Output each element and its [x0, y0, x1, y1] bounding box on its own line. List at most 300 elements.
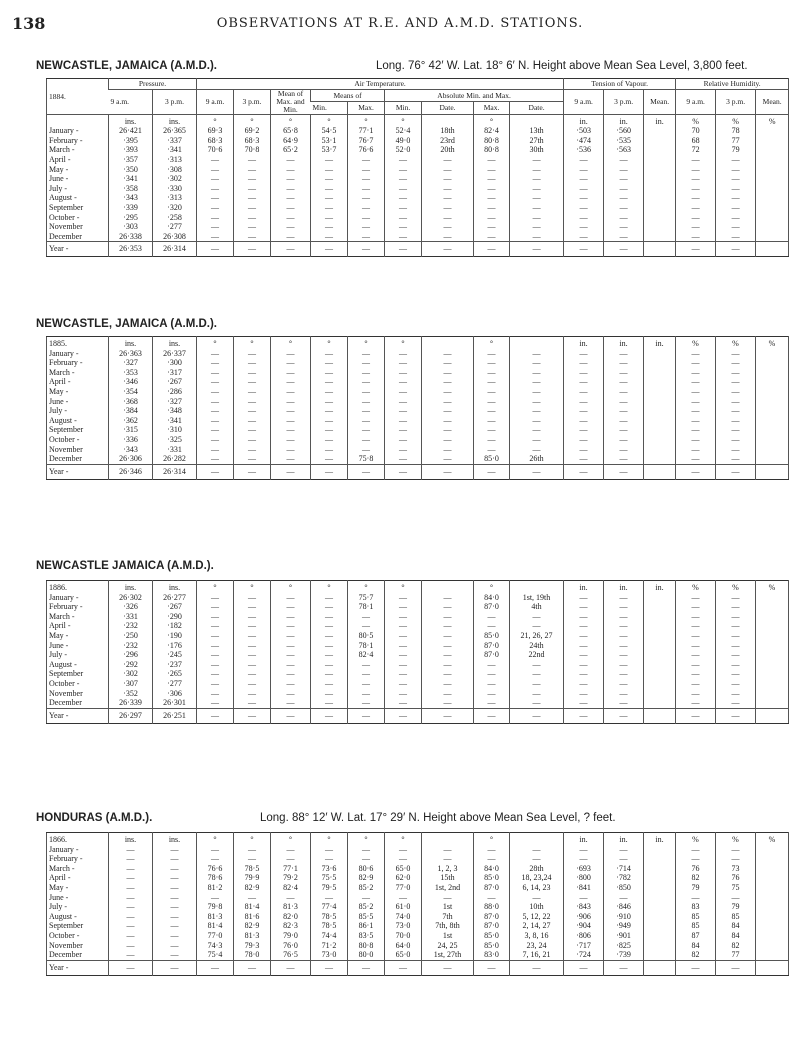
value-cell: 82 [676, 950, 716, 960]
value-cell: ·302 [153, 174, 197, 184]
value-cell: — [271, 631, 311, 641]
value-cell: ·292 [109, 660, 153, 670]
value-cell: — [422, 155, 474, 165]
unit-cell: ins. [109, 114, 153, 126]
year-summary-row [47, 708, 789, 723]
value-cell: — [474, 184, 510, 194]
value-cell [644, 368, 676, 378]
value-cell: 81·4 [234, 902, 271, 912]
value-cell [644, 377, 676, 387]
humidity-heading: Relative Humidity. [676, 79, 789, 90]
value-cell: — [474, 416, 510, 426]
value-cell: — [385, 854, 422, 864]
value-cell: — [234, 845, 271, 855]
value-cell [756, 902, 789, 912]
value-cell: 53·7 [311, 145, 348, 155]
value-cell: ·295 [109, 213, 153, 223]
value-cell: — [234, 650, 271, 660]
table-row [47, 893, 789, 903]
value-cell: ·910 [604, 912, 644, 922]
value-cell: ·327 [153, 397, 197, 407]
value-cell: 54·5 [311, 126, 348, 136]
unit-cell: % [756, 337, 789, 349]
value-cell: ·296 [109, 650, 153, 660]
value-cell: 20th [422, 145, 474, 155]
value-cell: — [676, 679, 716, 689]
unit-cell: ° [271, 114, 311, 126]
value-cell: 87·0 [474, 650, 510, 660]
value-cell [756, 950, 789, 960]
value-cell: 10th [510, 902, 564, 912]
value-cell: 1st [422, 931, 474, 941]
value-cell: — [197, 406, 234, 416]
value-cell: — [676, 368, 716, 378]
month-label: February - [49, 602, 83, 612]
value-cell: 24, 25 [422, 941, 474, 951]
value-cell: 1st, 27th [422, 950, 474, 960]
value-cell: — [385, 845, 422, 855]
value-cell [644, 165, 676, 175]
value-cell: — [604, 464, 644, 479]
value-cell: ·825 [604, 941, 644, 951]
value-cell [644, 232, 676, 242]
value-cell: 85 [676, 921, 716, 931]
value-cell: — [604, 213, 644, 223]
value-cell: ·326 [109, 602, 153, 612]
value-cell: — [348, 193, 385, 203]
table-row [47, 612, 789, 622]
value-cell [644, 435, 676, 445]
value-cell: ·536 [564, 145, 604, 155]
value-cell: 77·0 [385, 883, 422, 893]
value-cell: 18, 23,24 [510, 873, 564, 883]
value-cell: — [311, 679, 348, 689]
value-cell: 1st, 2nd [422, 883, 474, 893]
value-cell: — [109, 902, 153, 912]
value-cell: — [716, 641, 756, 651]
value-cell: — [385, 650, 422, 660]
value-cell: 21, 26, 27 [510, 631, 564, 641]
value-cell: — [604, 621, 644, 631]
value-cell: — [109, 941, 153, 951]
value-cell: ·182 [153, 621, 197, 631]
unit-cell: % [676, 833, 716, 845]
value-cell: ·739 [604, 950, 644, 960]
value-cell: — [385, 689, 422, 699]
value-cell: — [197, 679, 234, 689]
unit-cell: ° [271, 337, 311, 349]
value-cell: — [109, 893, 153, 903]
value-cell: — [474, 368, 510, 378]
value-cell: — [385, 165, 422, 175]
value-cell: 80·8 [348, 941, 385, 951]
value-cell: 26·277 [153, 593, 197, 603]
value-cell: 85·0 [474, 931, 510, 941]
value-cell: — [385, 213, 422, 223]
value-cell: 1, 2, 3 [422, 864, 474, 874]
value-cell [756, 698, 789, 708]
value-cell: — [676, 349, 716, 359]
value-cell [644, 883, 676, 893]
value-cell: — [385, 435, 422, 445]
value-cell: — [348, 893, 385, 903]
value-cell: — [234, 349, 271, 359]
value-cell [756, 689, 789, 699]
value-cell: ·348 [153, 406, 197, 416]
value-cell: — [385, 222, 422, 232]
table-row [47, 669, 789, 679]
value-cell: — [311, 203, 348, 213]
value-cell: — [109, 931, 153, 941]
units-row [47, 581, 789, 593]
value-cell: — [676, 593, 716, 603]
value-cell: ·806 [564, 931, 604, 941]
value-cell: — [153, 873, 197, 883]
unit-cell [510, 114, 564, 126]
unit-cell: ° [348, 833, 385, 845]
value-cell [644, 902, 676, 912]
value-cell: — [311, 184, 348, 194]
value-cell: — [385, 631, 422, 641]
value-cell: — [510, 193, 564, 203]
unit-cell: ° [197, 337, 234, 349]
value-cell: — [474, 232, 510, 242]
value-cell: — [510, 425, 564, 435]
value-cell [756, 464, 789, 479]
value-cell [756, 368, 789, 378]
value-cell: — [474, 174, 510, 184]
value-cell: — [271, 641, 311, 651]
month-label: July - [49, 650, 67, 660]
means-min-heading: Min. [311, 102, 348, 115]
value-cell: — [676, 242, 716, 257]
value-cell: — [676, 845, 716, 855]
value-cell: 82·3 [271, 921, 311, 931]
value-cell [756, 397, 789, 407]
section-title [36, 560, 796, 572]
value-cell: — [510, 222, 564, 232]
value-cell: — [271, 174, 311, 184]
value-cell: — [311, 445, 348, 455]
value-cell: — [197, 669, 234, 679]
value-cell: — [474, 435, 510, 445]
value-cell: ·265 [153, 669, 197, 679]
value-cell: — [311, 631, 348, 641]
observation-table [46, 580, 789, 724]
value-cell: — [564, 679, 604, 689]
value-cell: — [676, 650, 716, 660]
value-cell: 78·0 [234, 950, 271, 960]
value-cell: — [271, 222, 311, 232]
value-cell: ·331 [109, 612, 153, 622]
value-cell: — [385, 203, 422, 213]
value-cell: 74·0 [385, 912, 422, 922]
value-cell: — [676, 358, 716, 368]
value-cell: 26·346 [109, 464, 153, 479]
month-label: November [49, 222, 83, 232]
value-cell: 85 [716, 912, 756, 922]
value-cell: — [385, 416, 422, 426]
observation-table [46, 832, 789, 976]
unit-cell: ins. [109, 581, 153, 593]
month-label: July - [49, 902, 67, 912]
value-cell: — [604, 454, 644, 464]
month-label: February - [49, 854, 83, 864]
value-cell: — [422, 416, 474, 426]
value-cell: 82 [676, 873, 716, 883]
value-cell: — [197, 213, 234, 223]
value-cell: — [153, 912, 197, 922]
value-cell: — [422, 174, 474, 184]
value-cell: — [348, 203, 385, 213]
value-cell: — [197, 425, 234, 435]
value-cell: — [716, 960, 756, 975]
value-cell: 26·353 [109, 242, 153, 257]
value-cell: — [676, 960, 716, 975]
value-cell: — [716, 893, 756, 903]
value-cell: 88·0 [474, 902, 510, 912]
value-cell: — [716, 669, 756, 679]
value-cell: ·368 [109, 397, 153, 407]
value-cell: — [716, 845, 756, 855]
value-cell: — [153, 931, 197, 941]
value-cell [644, 454, 676, 464]
tension-mean-heading: Mean. [644, 89, 676, 114]
value-cell: — [510, 397, 564, 407]
table-row [47, 425, 789, 435]
value-cell: — [510, 213, 564, 223]
value-cell: — [385, 708, 422, 723]
value-cell: — [474, 445, 510, 455]
month-label: April - [49, 377, 71, 387]
value-cell [644, 912, 676, 922]
value-cell: 69·3 [197, 126, 234, 136]
value-cell: — [604, 358, 644, 368]
value-cell: — [422, 232, 474, 242]
unit-cell: % [756, 114, 789, 126]
value-cell: — [716, 174, 756, 184]
value-cell: — [422, 641, 474, 651]
section-station-name: NEWCASTLE JAMAICA (A.M.D.). [36, 560, 214, 572]
value-cell: — [604, 660, 644, 670]
value-cell [644, 679, 676, 689]
value-cell: — [348, 242, 385, 257]
value-cell: — [271, 184, 311, 194]
value-cell: 26·337 [153, 349, 197, 359]
value-cell: — [385, 232, 422, 242]
value-cell [644, 358, 676, 368]
value-cell: — [564, 960, 604, 975]
value-cell: — [676, 854, 716, 864]
table-row [47, 165, 789, 175]
value-cell: — [271, 435, 311, 445]
month-label: October - [49, 678, 80, 688]
unit-cell: in. [644, 114, 676, 126]
value-cell: — [385, 155, 422, 165]
value-cell: — [234, 387, 271, 397]
month-label: Year - [47, 708, 109, 723]
value-cell: — [564, 445, 604, 455]
tension-9am-heading: 9 a.m. [564, 89, 604, 114]
value-cell [644, 213, 676, 223]
value-cell: 79·2 [271, 873, 311, 883]
value-cell: — [422, 387, 474, 397]
unit-cell: ° [348, 337, 385, 349]
value-cell: — [422, 377, 474, 387]
value-cell: — [604, 445, 644, 455]
value-cell [756, 184, 789, 194]
value-cell: — [564, 660, 604, 670]
value-cell: — [474, 679, 510, 689]
value-cell [644, 650, 676, 660]
value-cell: 52·4 [385, 126, 422, 136]
value-cell: — [311, 602, 348, 612]
value-cell: — [271, 679, 311, 689]
value-cell: — [271, 445, 311, 455]
year-label: 1886. [49, 583, 67, 592]
value-cell: 81·2 [197, 883, 234, 893]
value-cell: 78·1 [348, 602, 385, 612]
value-cell: — [604, 387, 644, 397]
value-cell: — [564, 893, 604, 903]
value-cell: 84·0 [474, 593, 510, 603]
value-cell: — [271, 213, 311, 223]
value-cell [644, 708, 676, 723]
value-cell [644, 425, 676, 435]
value-cell: — [422, 708, 474, 723]
value-cell: — [197, 435, 234, 445]
value-cell [756, 445, 789, 455]
value-cell: — [385, 349, 422, 359]
value-cell: — [385, 397, 422, 407]
value-cell: 85·0 [474, 454, 510, 464]
value-cell: — [234, 222, 271, 232]
value-cell: — [716, 406, 756, 416]
value-cell [644, 931, 676, 941]
value-cell: — [604, 893, 644, 903]
value-cell: — [510, 416, 564, 426]
table-row [47, 184, 789, 194]
value-cell [756, 679, 789, 689]
value-cell [756, 641, 789, 651]
value-cell: — [716, 165, 756, 175]
value-cell: — [234, 689, 271, 699]
value-cell: — [676, 893, 716, 903]
value-cell: — [271, 358, 311, 368]
table-row [47, 698, 789, 708]
value-cell: ·717 [564, 941, 604, 951]
value-cell: — [348, 213, 385, 223]
table-row [47, 193, 789, 203]
value-cell: — [604, 222, 644, 232]
value-cell: — [234, 368, 271, 378]
value-cell: — [311, 155, 348, 165]
value-cell: — [474, 854, 510, 864]
value-cell: — [234, 679, 271, 689]
value-cell [644, 193, 676, 203]
table-row [47, 679, 789, 689]
page-header [10, 14, 790, 34]
value-cell: — [311, 660, 348, 670]
table-row [47, 232, 789, 242]
value-cell: — [311, 435, 348, 445]
value-cell: — [234, 193, 271, 203]
value-cell: — [604, 416, 644, 426]
value-cell: — [564, 689, 604, 699]
value-cell: — [510, 445, 564, 455]
value-cell: — [422, 650, 474, 660]
value-cell: ·313 [153, 193, 197, 203]
value-cell: — [422, 621, 474, 631]
value-cell: — [604, 397, 644, 407]
value-cell [644, 669, 676, 679]
month-label: July - [49, 183, 67, 193]
table-row [47, 845, 789, 855]
table-row [47, 854, 789, 864]
unit-cell [510, 833, 564, 845]
value-cell [644, 854, 676, 864]
running-title: OBSERVATIONS AT R.E. AND A.M.D. STATIONS. [216, 16, 584, 31]
value-cell: — [564, 425, 604, 435]
value-cell: — [716, 698, 756, 708]
pressure-heading: Pressure. [109, 79, 197, 90]
page-number: 138 [12, 14, 46, 33]
value-cell: — [348, 368, 385, 378]
value-cell: 85·0 [474, 873, 510, 883]
value-cell: ·343 [109, 445, 153, 455]
value-cell: — [676, 155, 716, 165]
value-cell: — [716, 621, 756, 631]
section-location: Long. 76° 42′ W. Lat. 18° 6′ N. Height above Mean Sea Level, 3,800 feet. [376, 60, 748, 72]
value-cell [644, 242, 676, 257]
value-cell: ·474 [564, 136, 604, 146]
value-cell: — [197, 641, 234, 651]
value-cell: — [109, 864, 153, 874]
value-cell: ·286 [153, 387, 197, 397]
value-cell: — [197, 454, 234, 464]
value-cell: — [564, 593, 604, 603]
table-row [47, 406, 789, 416]
value-cell: 87·0 [474, 921, 510, 931]
year-label [47, 114, 109, 126]
value-cell: 78·5 [311, 912, 348, 922]
value-cell: 76·7 [348, 136, 385, 146]
value-cell: 52·0 [385, 145, 422, 155]
month-label: May - [49, 882, 69, 892]
value-cell: — [676, 397, 716, 407]
humidity-mean-heading: Mean. [756, 89, 789, 114]
pressure-9am-heading: 9 a.m. [109, 89, 153, 114]
value-cell: — [716, 689, 756, 699]
means-of-heading: Means of [311, 89, 385, 102]
value-cell: — [422, 445, 474, 455]
month-label: November [49, 940, 83, 950]
unit-cell: % [716, 337, 756, 349]
unit-cell: ° [197, 833, 234, 845]
value-cell: — [348, 660, 385, 670]
value-cell: — [604, 165, 644, 175]
value-cell [756, 845, 789, 855]
value-cell: — [474, 387, 510, 397]
unit-cell: % [716, 114, 756, 126]
value-cell: — [311, 454, 348, 464]
value-cell: — [510, 203, 564, 213]
value-cell: — [348, 232, 385, 242]
value-cell: ·245 [153, 650, 197, 660]
value-cell: 80·8 [474, 145, 510, 155]
value-cell: 75·4 [197, 950, 234, 960]
value-cell: — [422, 593, 474, 603]
